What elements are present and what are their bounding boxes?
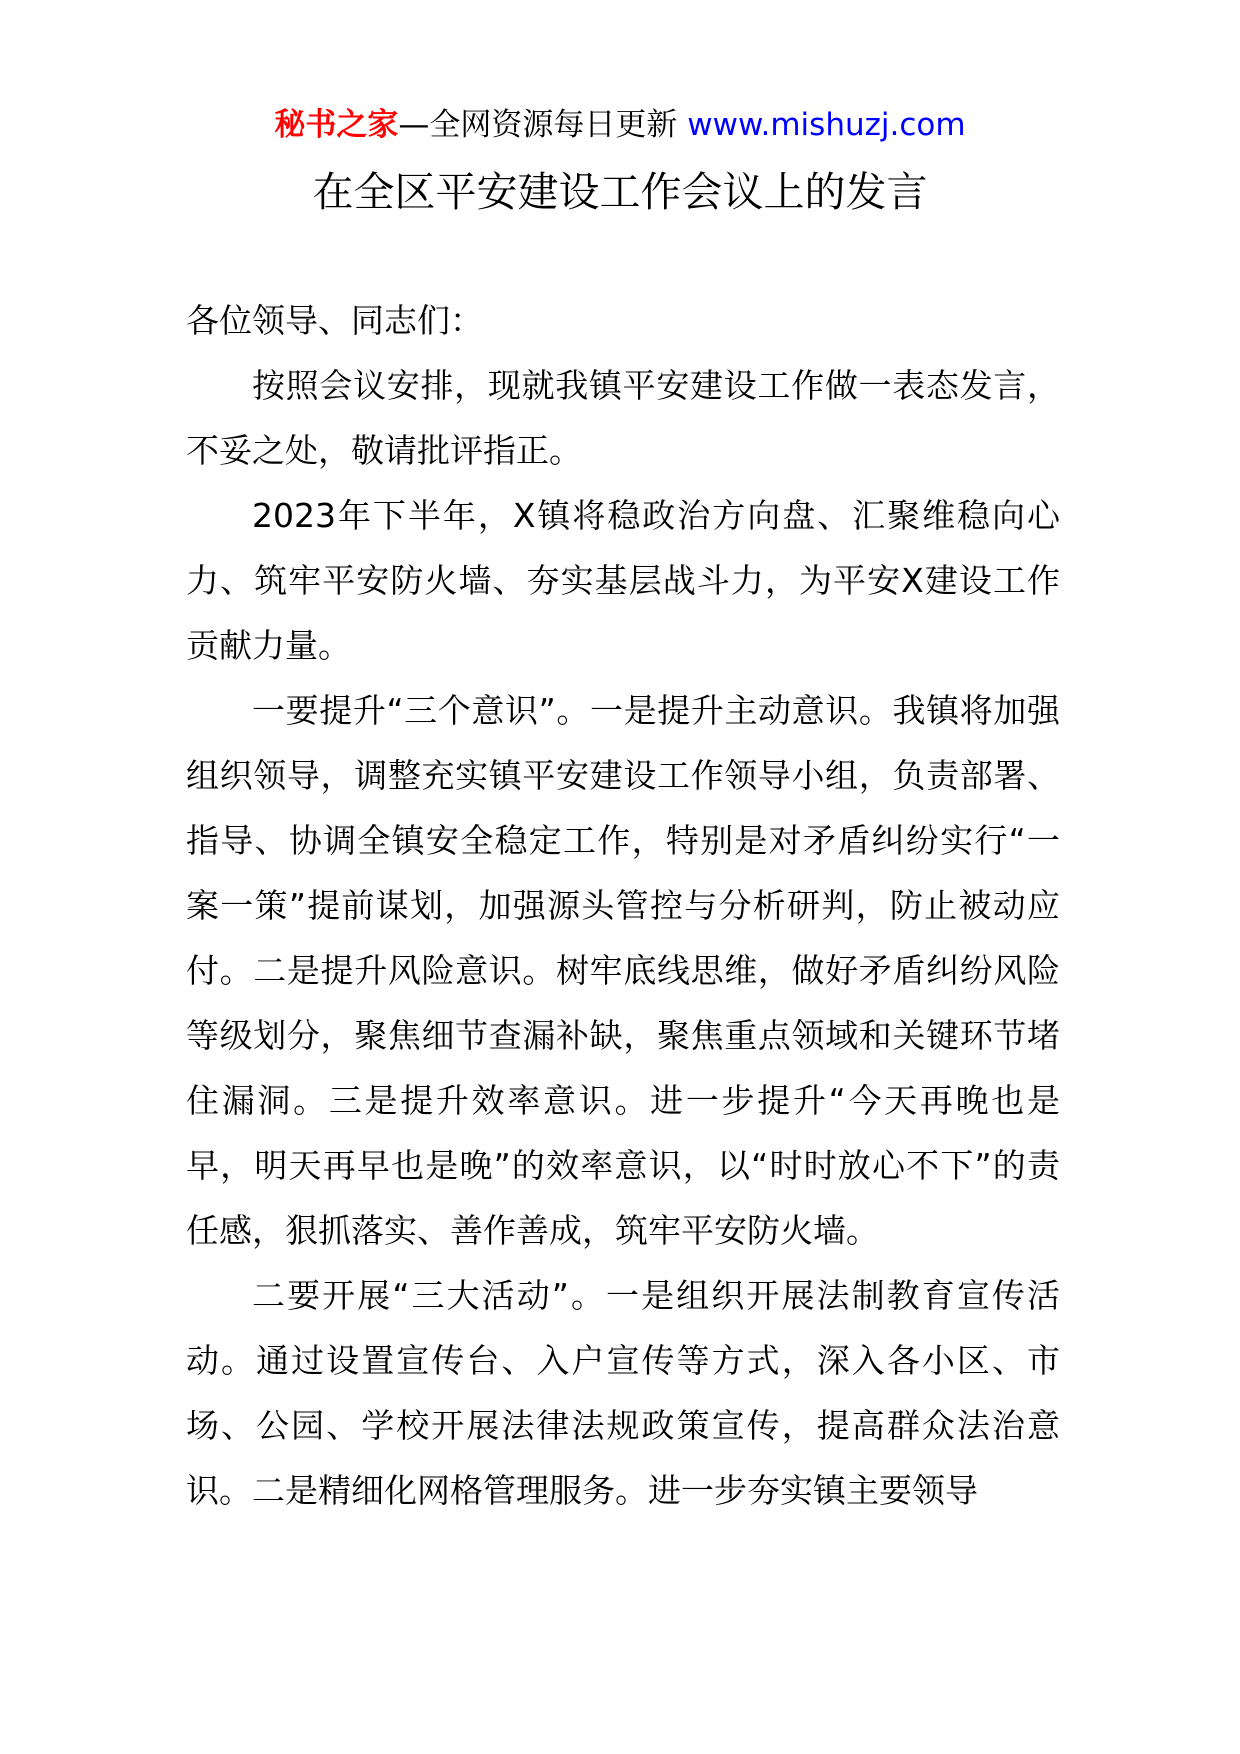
salutation: 各位领导、同志们： — [186, 301, 483, 340]
paragraph: 2023年下半年，X镇将稳政治方向盘、汇聚维稳向心力、筑牢平安防火墙、夯实基层战斗力，为平安X建设工作贡献力量。 — [186, 496, 1060, 665]
paragraph: 按照会议安排，现就我镇平安建设工作做一表态发言，不妥之处，敬请批评指正。 — [186, 366, 1060, 470]
header-tagline: —全网资源每日更新 — [398, 107, 678, 143]
document-title: 在全区平安建设工作会议上的发言 — [312, 168, 928, 216]
brand-name: 秘书之家 — [274, 107, 399, 143]
paragraph: 二要开展“三大活动”。一是组织开展法制教育宣传活动。通过设置宣传台、入户宣传等方式，深入各小区、市场、公园、学校开展法律法规政策宣传，提高群众法治意识。二是精细化网格管理服务。进一步夯实镇主要领导 — [186, 1276, 1060, 1510]
site-header — [0, 103, 1240, 147]
paragraph: 一要提升“三个意识”。一是提升主动意识。我镇将加强组织领导，调整充实镇平安建设工作领导小组，负责部署、指导、协调全镇安全稳定工作，特别是对矛盾纠纷实行“一案一策”提前谋划，加强源头管控与分析研判，防止被动应付。二是提升风险意识。树牢底线思维，做好矛盾纠纷风险等级划分，聚焦细节查漏补缺，聚焦重点领域和关键环节堵住漏洞。三是提升效率意识。进一步提升“今天再晚也是早，明天再早也是晚”的效率意识，以“时时放心不下”的责任感，狠抓落实、善作善成，筑牢平安防火墙。 — [186, 691, 1060, 1250]
document-body — [186, 288, 1060, 1523]
site-url[interactable]: www.mishuzj.com — [687, 107, 966, 143]
